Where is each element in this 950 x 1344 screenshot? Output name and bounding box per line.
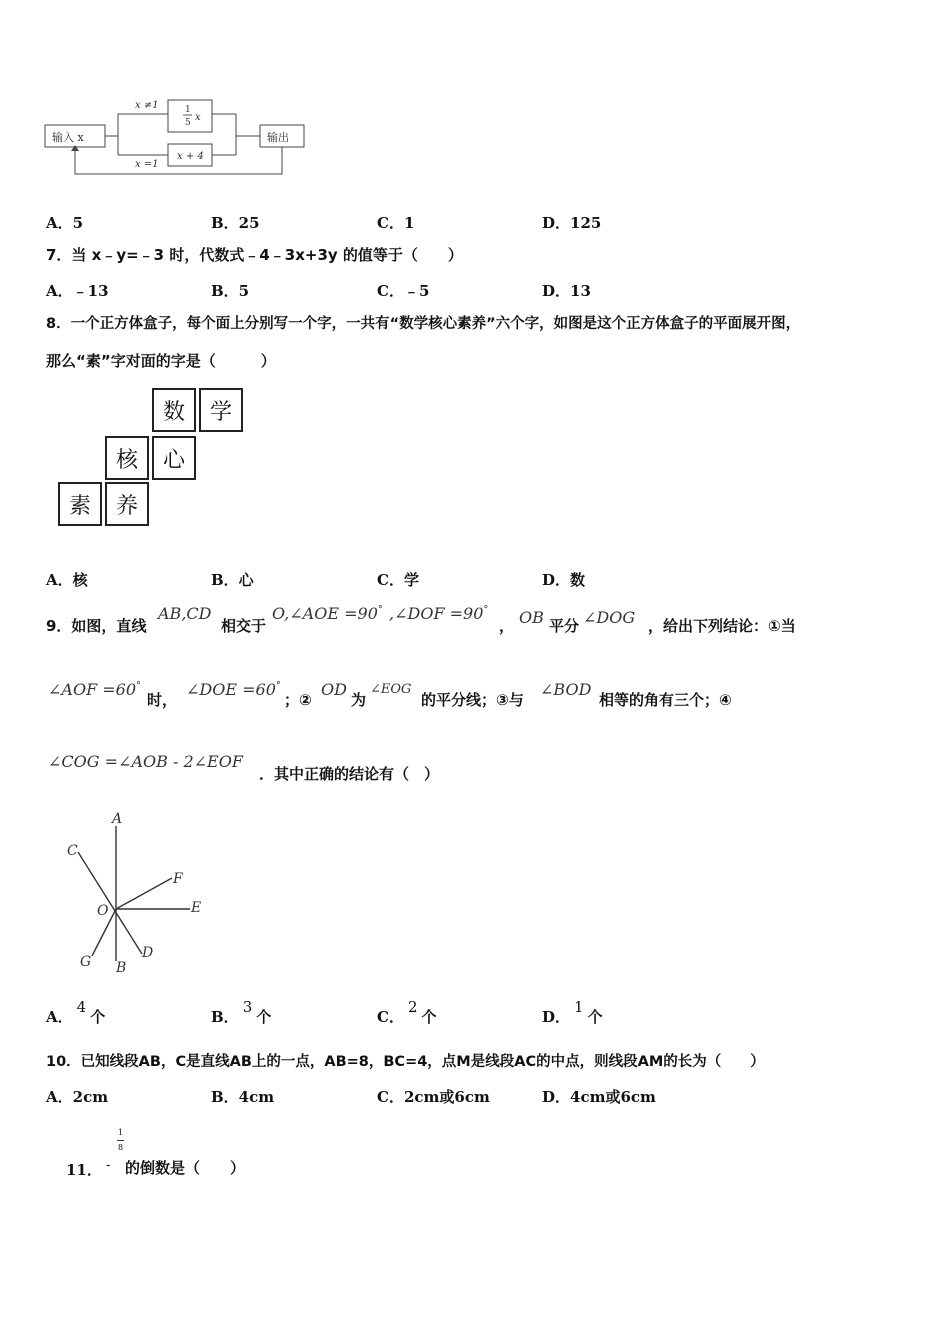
q9-text-two: ；② <box>284 691 312 709</box>
q10-option-d: D．4cm或6cm <box>542 1088 656 1106</box>
q7-stem: 7．当 x﹣y=﹣3 时，代数式﹣4﹣3x+3y 的值等于（ ） <box>46 246 463 264</box>
q8-stem-line1: 8．一个正方体盒子，每个面上分别写一个字，一共有“数学核心素养”六个字，如图是这个正方体盒子的平面展开图， <box>46 316 801 332</box>
cube-cell-he: 核 <box>105 436 149 480</box>
flow-bottom-box: x + 4 <box>177 151 204 162</box>
q9-text-conclusions: ，给出下列结论：①当 <box>648 617 796 635</box>
q11-minus: - <box>106 1158 111 1173</box>
q9-comma: ， <box>499 617 515 635</box>
flow-frac-num: 1 <box>185 105 191 115</box>
q9-option-c-num: 2 <box>407 998 418 1016</box>
q11-frac-den: 8 <box>118 1143 124 1152</box>
flow-top-condition: x ≠1 <box>135 100 159 111</box>
q9-math-doe: ∠DOE =60° <box>186 680 281 699</box>
q11-frac-bar <box>117 1140 124 1141</box>
q8-stem-line2: 那么“素”字对面的字是（ ） <box>46 352 276 370</box>
q9-math-od: OD <box>321 680 347 699</box>
q9-option-b-num: 3 <box>242 998 253 1016</box>
cube-cell-yang: 养 <box>105 482 149 526</box>
q9-lead: 9．如图，直线 <box>46 617 147 635</box>
q9-text-bisector: 的平分线；③与 <box>421 691 524 709</box>
q9-math-dof: ,∠DOF =90° <box>389 604 489 623</box>
angle-figure <box>60 806 220 986</box>
q11-frac-num: 1 <box>118 1128 124 1137</box>
q8-option-c: C．学 <box>377 571 419 589</box>
q7-option-c: C．﹣5 <box>377 282 430 300</box>
q10-option-c: C．2cm或6cm <box>377 1088 490 1106</box>
q9-text-equal-angles: 相等的角有三个；④ <box>599 691 732 709</box>
q8-option-d: D．数 <box>542 571 586 589</box>
q9-math-ab-cd: AB,CD <box>158 604 212 623</box>
q7-option-a: A．﹣13 <box>46 282 109 300</box>
q11-number: 11． <box>66 1161 102 1179</box>
flow-frac-den: 5 <box>185 118 191 128</box>
q9-text-shi: 时， <box>147 691 178 709</box>
q8-option-a: A．核 <box>46 571 88 589</box>
q9-option-b: B．3个 <box>211 998 272 1026</box>
q9-text-pingfen: 平分 <box>549 617 580 635</box>
q9-math-bod: ∠BOD <box>540 680 592 699</box>
q9-option-d: D．1个 <box>542 998 603 1026</box>
cube-cell-shu: 数 <box>152 388 196 432</box>
q9-text-correct: ．其中正确的结论有（ ） <box>259 765 440 783</box>
fig-label-g: G <box>80 954 92 970</box>
q7-option-b: B．5 <box>211 282 250 300</box>
q9-math-eog: ∠EOG <box>370 682 412 697</box>
q8-option-b: B．心 <box>211 571 254 589</box>
q9-text-wei: 为 <box>351 691 367 709</box>
q9-math-ob: OB <box>519 608 544 627</box>
fig-label-e: E <box>191 900 202 916</box>
q6-option-c: C．1 <box>377 214 415 232</box>
q7-option-d: D．13 <box>542 282 591 300</box>
q9-option-a: A．4个 <box>46 998 106 1026</box>
fig-label-d: D <box>142 945 154 961</box>
q11-stem: 的倒数是（ ） <box>125 1159 246 1177</box>
flow-output-label: 输出 <box>267 131 289 144</box>
q9-option-d-num: 1 <box>574 998 584 1016</box>
q9-option-c: C．2个 <box>377 998 437 1026</box>
flow-frac-var: x <box>195 112 201 123</box>
q6-option-d: D．125 <box>542 214 602 232</box>
q9-math-aof: ∠AOF =60° <box>48 680 142 699</box>
q9-option-a-num: 4 <box>76 998 87 1016</box>
q6-option-a: A．5 <box>46 214 84 232</box>
q9-math-aoe: O,∠AOE =90° <box>272 604 383 623</box>
cube-cell-xin: 心 <box>152 436 196 480</box>
flow-bottom-condition: x =1 <box>135 159 159 170</box>
q10-option-b: B．4cm <box>211 1088 275 1106</box>
cube-cell-xue: 学 <box>199 388 243 432</box>
fig-label-f: F <box>173 871 183 887</box>
flowchart-figure <box>40 92 310 182</box>
fig-label-b: B <box>116 960 127 976</box>
q9-math-cog: ∠COG =∠AOB - 2∠EOF <box>48 752 243 771</box>
flow-input-label: 输入 x <box>52 131 84 144</box>
fig-label-o: O <box>97 903 109 919</box>
q10-stem: 10．已知线段AB，C是直线AB上的一点，AB=8，BC=4，点M是线段AC的中点，则线段AM的长为（ ） <box>46 1054 765 1070</box>
q6-option-b: B．25 <box>211 214 260 232</box>
fig-label-c: C <box>67 843 78 859</box>
cube-cell-su: 素 <box>58 482 102 526</box>
fig-label-a: A <box>112 811 123 827</box>
q9-math-dog: ∠DOG <box>583 608 636 627</box>
q9-text-xiangjiao: 相交于 <box>221 617 267 635</box>
q10-option-a: A．2cm <box>46 1088 109 1106</box>
